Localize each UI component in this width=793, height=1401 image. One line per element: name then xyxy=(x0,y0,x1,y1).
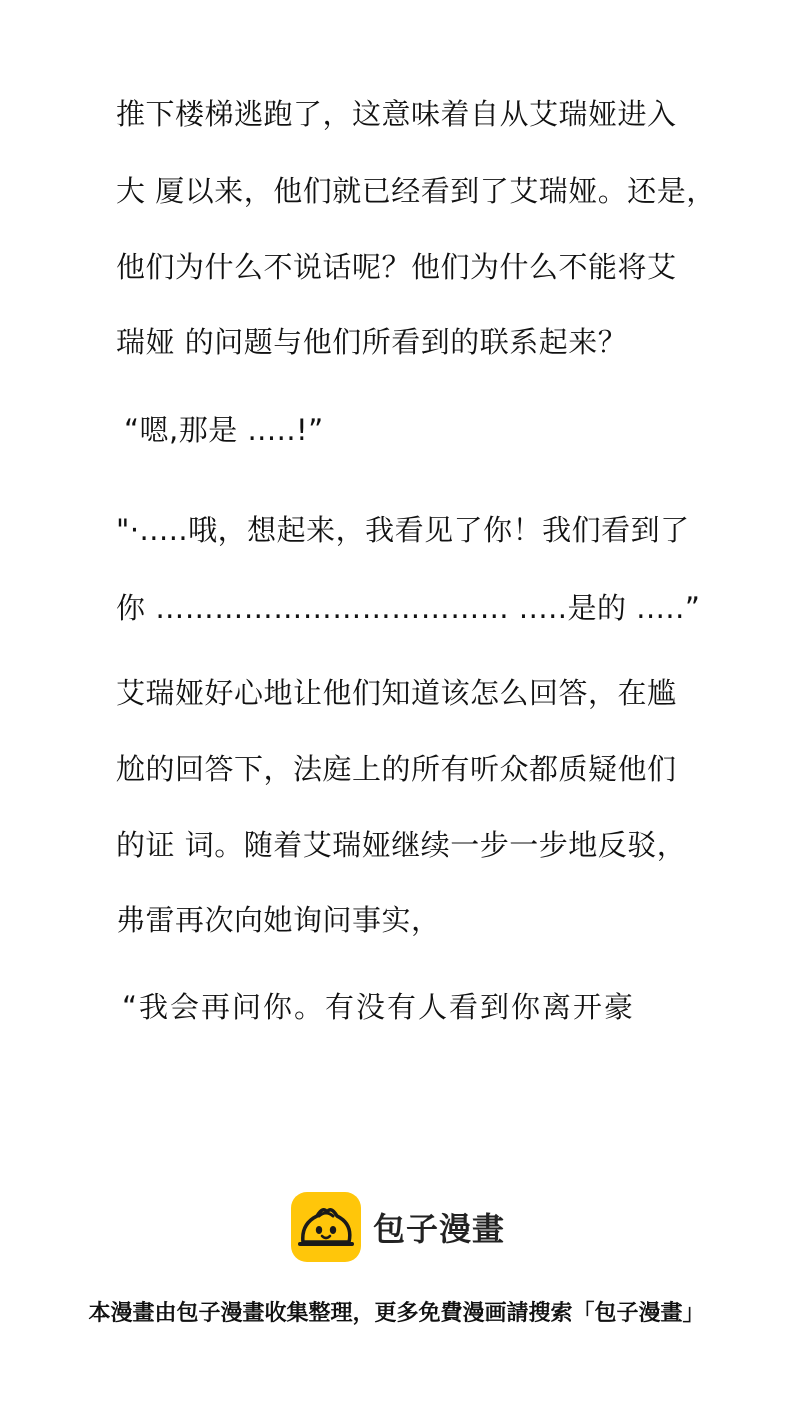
story-line: 你 ……………………………… .....是的 .....” xyxy=(116,591,701,625)
bun-icon xyxy=(291,1192,361,1262)
brand-name: 包子漫畫 xyxy=(373,1210,506,1248)
story-line: 艾瑞娅好心地让他们知道该怎么回答，在尴 xyxy=(116,676,677,710)
story-line: 的证 词。随着艾瑞娅继续一步一步地反驳， xyxy=(116,828,687,862)
story-line: 推下楼梯逃跑了，这意味着自从艾瑞娅进入 xyxy=(116,97,677,131)
story-line: 他们为什么不说话呢？他们为什么不能将艾 xyxy=(116,250,677,284)
story-line: "·.....哦，想起来，我看见了你！我们看到了 xyxy=(116,513,690,547)
story-line: “我会再问你。有没有人看到你离开豪 xyxy=(122,990,636,1024)
story-line: 大 厦以来，他们就已经看到了艾瑞娅。还是， xyxy=(116,174,716,208)
story-line: 弗雷再次向她询问事实， xyxy=(116,903,441,937)
brand[interactable] xyxy=(291,1192,505,1262)
story-line: “嗯,那是 .....!” xyxy=(124,413,324,447)
footer-note: 本漫畫由包子漫畫收集整理，更多免費漫画請搜索「包子漫畫」 xyxy=(88,1301,705,1326)
story-line: 瑞娅 的问题与他们所看到的联系起来？ xyxy=(116,325,628,359)
story-line: 尬的回答下，法庭上的所有听众都质疑他们 xyxy=(116,752,677,786)
